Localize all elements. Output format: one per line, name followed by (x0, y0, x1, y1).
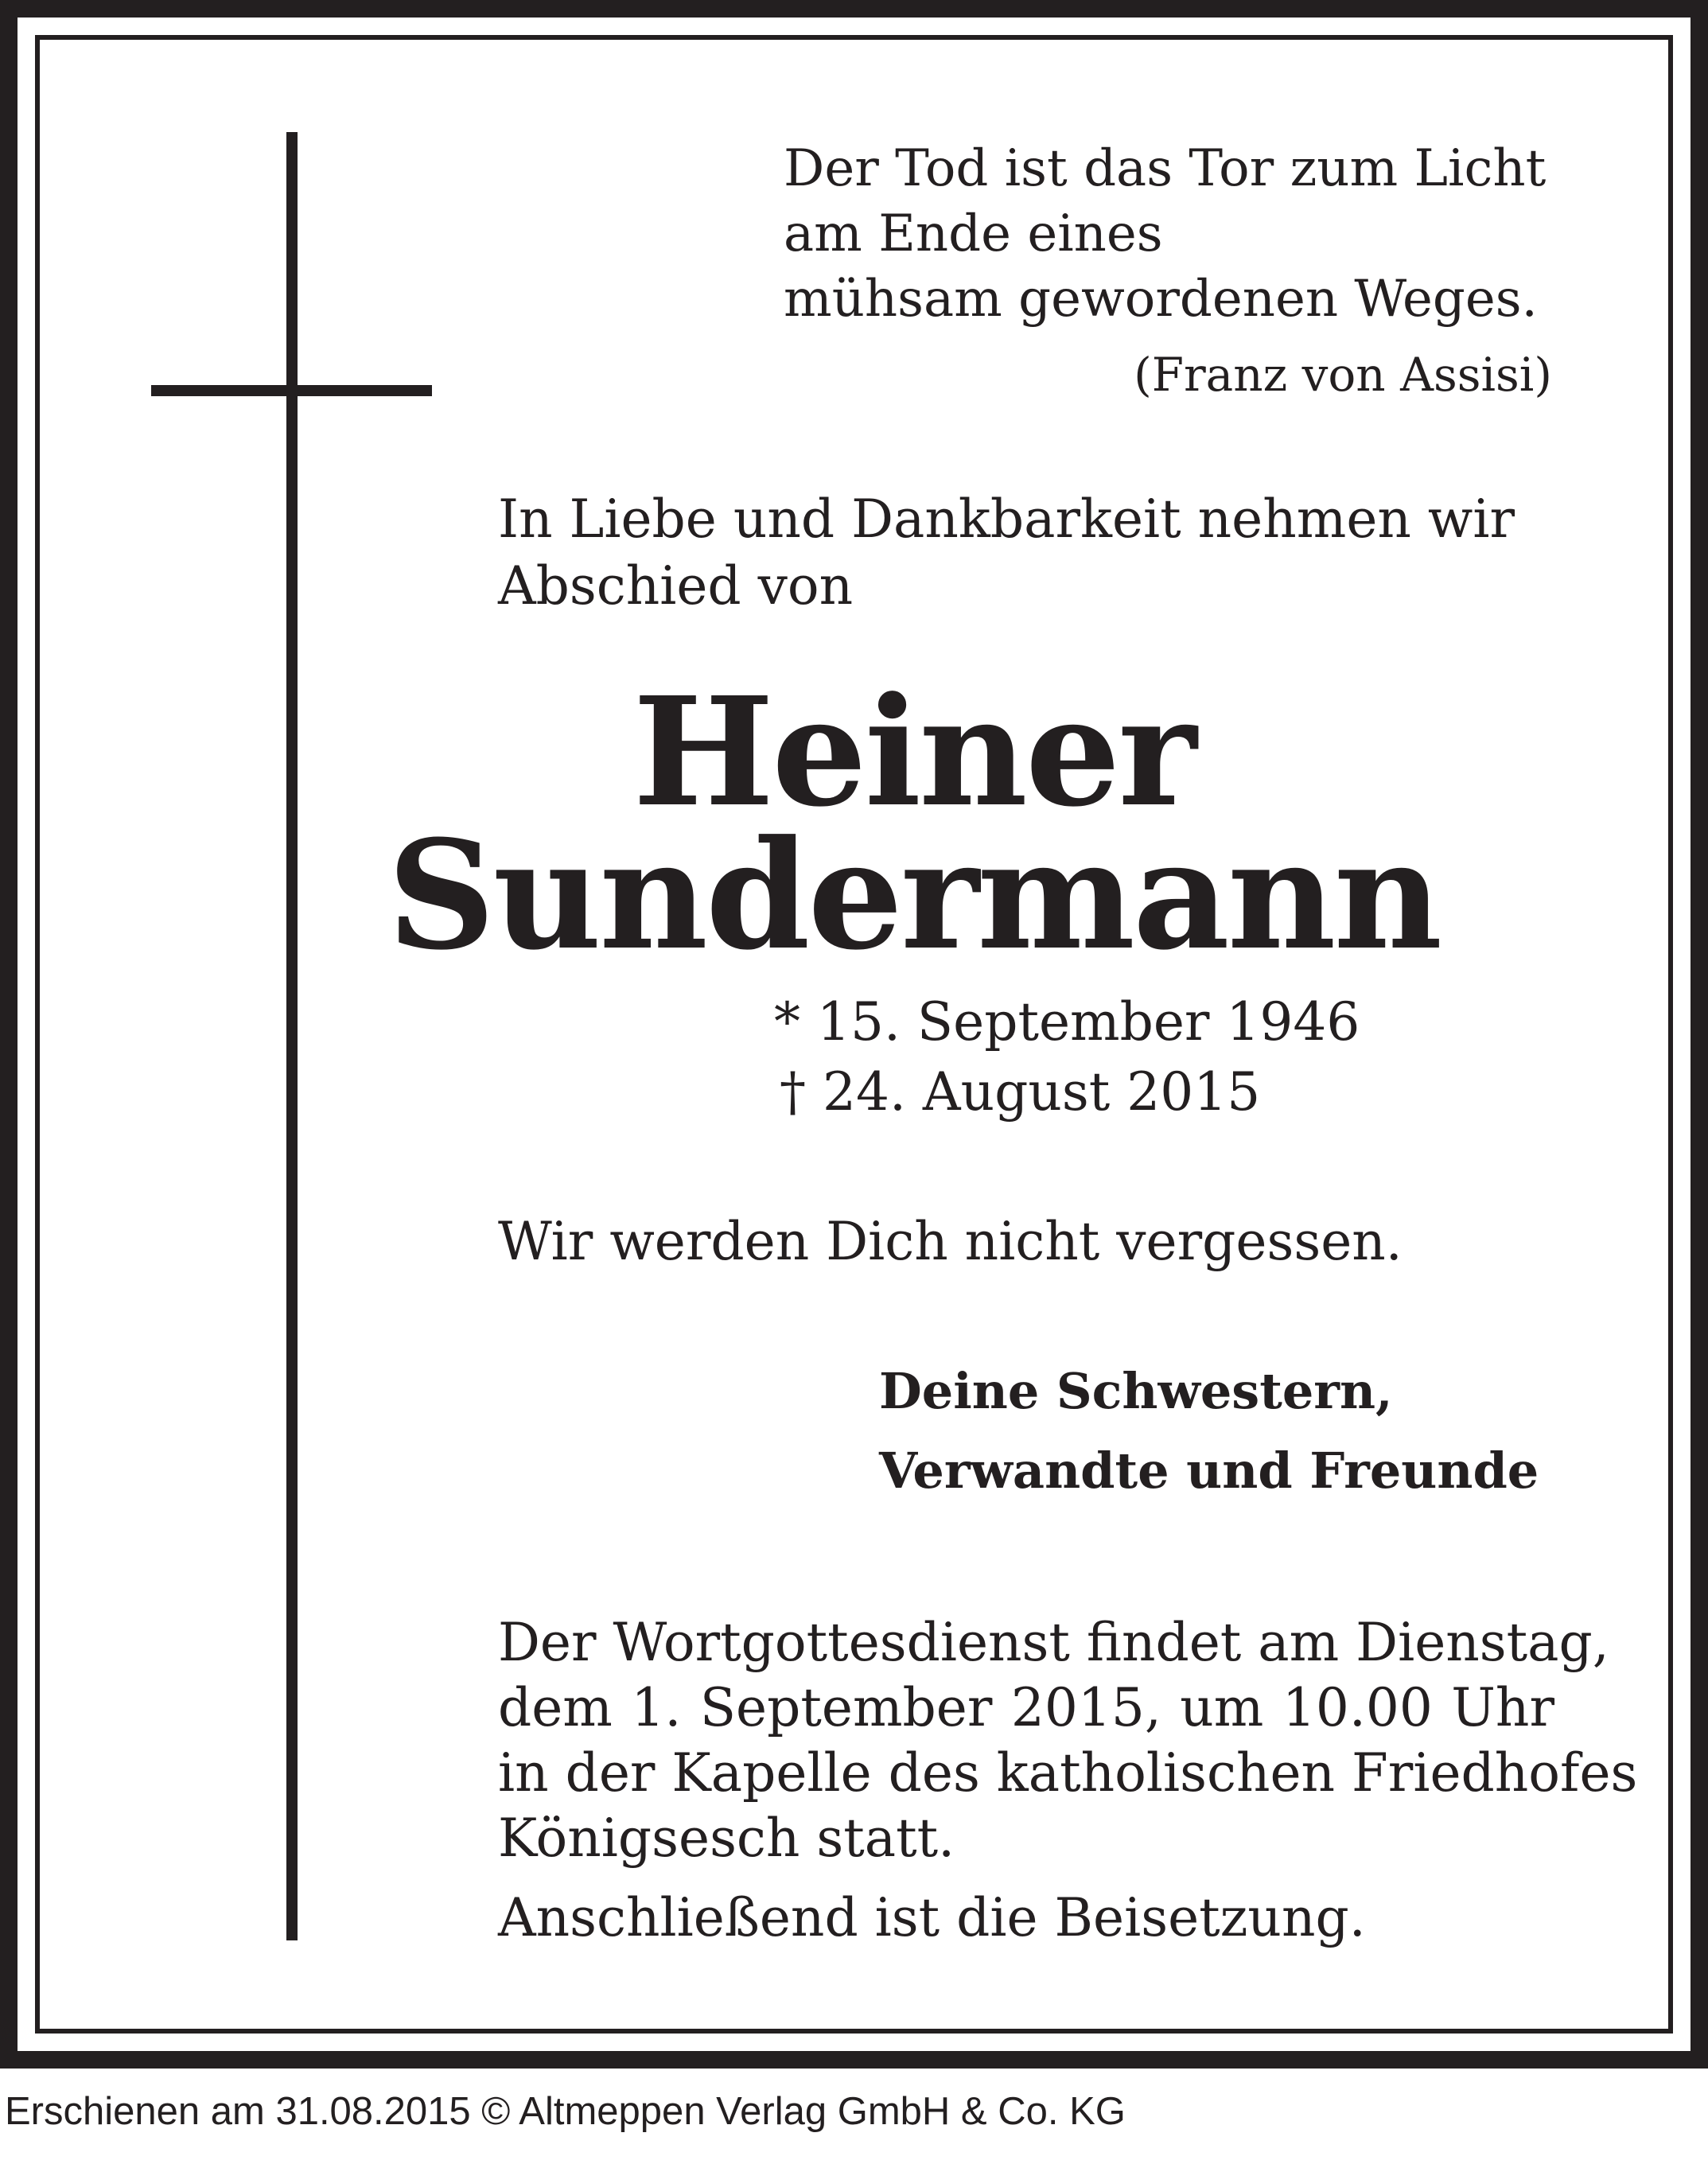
cross-icon-horizontal-bar (151, 385, 432, 396)
deceased-last-name: Sundermann (387, 808, 1441, 983)
service-line-4: Königsesch statt. (498, 1808, 955, 1869)
quote-attribution: (Franz von Assisi) (1134, 348, 1552, 402)
cross-icon-vertical-bar (286, 132, 298, 1940)
burial-line: Anschließend ist die Beisetzung. (498, 1887, 1366, 1948)
quote-line-2: am Ende eines (784, 204, 1163, 263)
quote-line-1: Der Tod ist das Tor zum Licht (784, 139, 1547, 198)
service-line-3: in der Kapelle des katholischen Friedhofes (498, 1742, 1638, 1804)
quote-line-3: mühsam gewordenen Weges. (784, 270, 1538, 329)
publication-footer: Erschienen am 31.08.2015 © Altmeppen Verlag GmbH & Co. KG (5, 2090, 1126, 2133)
death-date: † 24. August 2015 (780, 1061, 1261, 1123)
intro-line-2: Abschied von (498, 555, 854, 617)
service-line-2: dem 1. September 2015, um 10.00 Uhr (498, 1677, 1554, 1738)
farewell-line: Wir werden Dich nicht vergessen. (498, 1211, 1403, 1272)
mourners-line-2: Verwandte und Freunde (879, 1442, 1539, 1500)
mourners-line-1: Deine Schwestern, (879, 1362, 1393, 1420)
deceased-first-name: Heiner (632, 664, 1195, 840)
intro-line-1: In Liebe und Dankbarkeit nehmen wir (498, 488, 1515, 550)
service-line-1: Der Wortgottesdienst findet am Dienstag, (498, 1612, 1609, 1673)
birth-date: * 15. September 1946 (774, 991, 1360, 1053)
